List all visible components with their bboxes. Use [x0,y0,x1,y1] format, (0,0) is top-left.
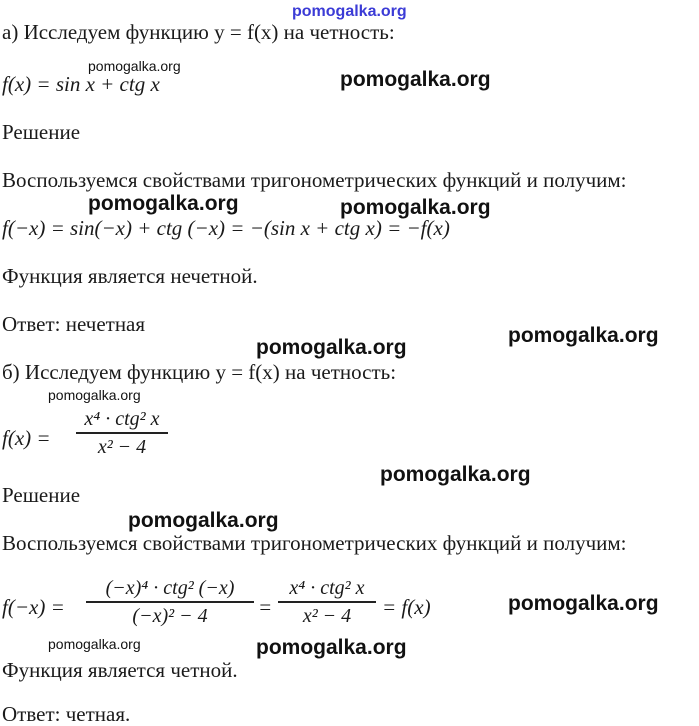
watermark: pomogalka.org [88,192,239,215]
watermark: pomogalka.org [88,58,181,74]
part-b-function-fraction [76,408,168,458]
fraction-denominator: x² − 4 [97,435,147,458]
watermark: pomogalka.org [256,636,407,659]
part-a-calculation: f(−x) = sin(−x) + ctg (−x) = −(sin x + ctg x) = −f(x) [2,216,450,240]
part-b-intro: Воспользуемся свойствами тригонометрических функций и получим: [2,531,627,555]
part-a-heading: а) Исследуем функцию y = f(x) на четность: [2,20,395,44]
part-b-calc-equals: = [258,595,273,619]
watermark: pomogalka.org [128,509,279,532]
watermark: pomogalka.org [256,336,407,359]
part-b-calc-rhs: = f(x) [382,595,431,619]
fraction-bar [278,601,376,603]
watermark: pomogalka.org [380,463,531,486]
part-b-conclusion: Функция является четной. [2,658,238,682]
part-b-calc-fraction-2 [278,577,376,627]
part-a-conclusion: Функция является нечетной. [2,264,258,288]
part-b-calc-fraction-1 [86,577,254,627]
watermark: pomogalka.org [48,636,141,652]
part-a-intro: Воспользуемся свойствами тригонометрических функций и получим: [2,168,627,192]
fraction-numerator: (−x)⁴ · ctg² (−x) [105,577,235,599]
part-b-heading: б) Исследуем функцию y = f(x) на четность: [2,360,397,384]
watermark: pomogalka.org [48,387,141,403]
part-b-calc-lhs: f(−x) = [2,595,65,619]
fraction-numerator: x⁴ · ctg² x [289,577,365,599]
watermark: pomogalka.org [508,324,659,347]
part-b-solution-label: Решение [2,483,81,507]
fraction-denominator: (−x)² − 4 [132,604,208,627]
part-a-function: f(x) = sin x + ctg x [2,72,160,96]
fraction-bar [86,601,254,603]
watermark: pomogalka.org [508,592,659,615]
part-b-answer: Ответ: четная. [2,702,131,726]
watermark-top: pomogalka.org [292,3,407,20]
fraction-denominator: x² − 4 [302,604,352,627]
part-a-solution-label: Решение [2,120,81,144]
fraction-numerator: x⁴ · ctg² x [84,408,160,430]
fraction-bar [76,432,168,434]
part-b-function-lhs: f(x) = [2,426,51,450]
watermark: pomogalka.org [340,196,491,219]
part-a-answer: Ответ: нечетная [2,312,146,336]
watermark: pomogalka.org [340,68,491,91]
